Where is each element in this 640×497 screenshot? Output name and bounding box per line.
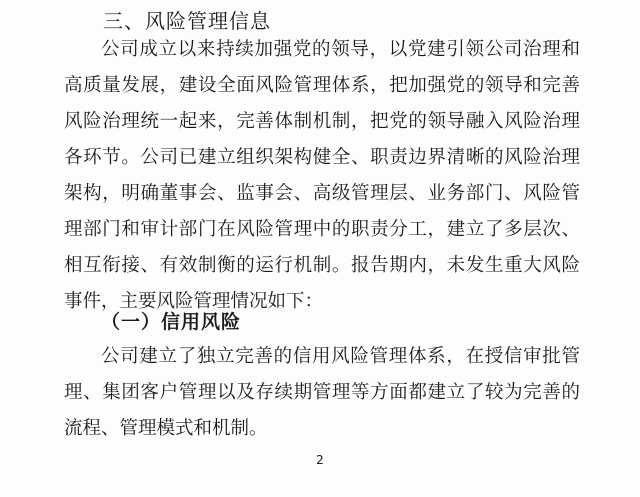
page-number: 2 [316,453,324,467]
paragraph-line: 架构，明确董事会、监事会、高级管理层、业务部门、风险管 [64,183,580,204]
paragraph-line: 公司成立以来持续加强党的领导，以党建引领公司治理和 [101,39,580,60]
paragraph-line: 理、集团客户管理以及存续期管理等方面都建立了较为完善的 [64,382,580,403]
paragraph-line: 相互衔接、有效制衡的运行机制。报告期内，未发生重大风险 [64,255,580,276]
subsection-heading: （一）信用风险 [101,311,242,333]
paragraph-line: 流程、管理模式和机制。 [64,418,268,439]
paragraph-line: 理部门和审计部门在风险管理中的职责分工，建立了多层次、 [64,219,580,240]
paragraph-line: 风险治理统一起来，完善体制机制，把党的领导融入风险治理 [64,111,580,132]
paragraph-line: 各环节。公司已建立组织架构健全、职责边界清晰的风险治理 [64,147,580,168]
paragraph-line: 事件，主要风险管理情况如下： [64,291,324,312]
paragraph-risk-governance [64,32,580,320]
paragraph-line: 公司建立了独立完善的信用风险管理体系，在授信审批管 [101,346,580,367]
section-heading: 三、风险管理信息 [103,9,271,33]
paragraph-credit-risk [64,339,580,447]
paragraph-line: 高质量发展，建设全面风险管理体系，把加强党的领导和完善 [64,75,580,96]
